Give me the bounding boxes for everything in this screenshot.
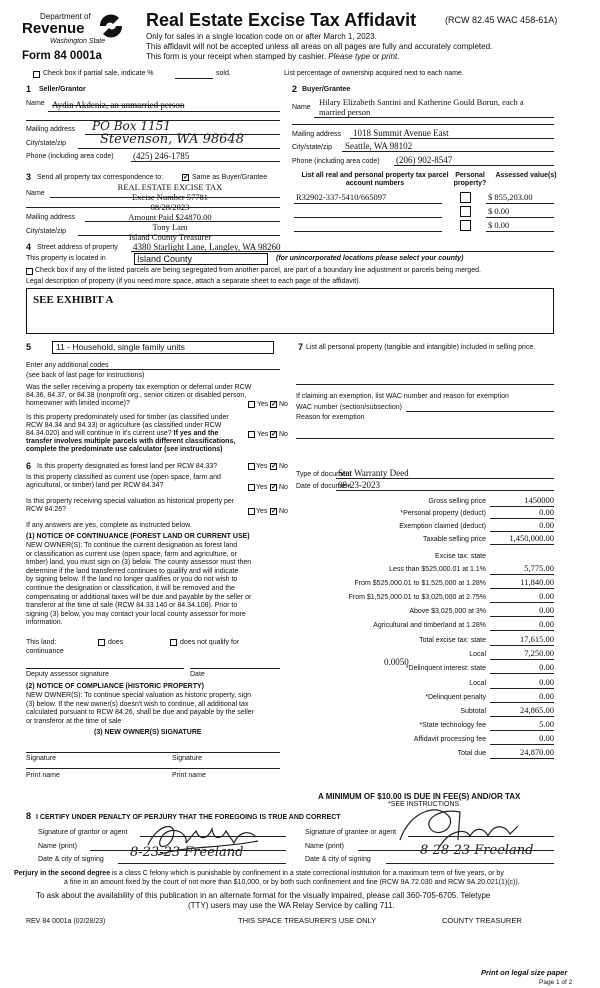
minimum-notice: A MINIMUM OF $10.00 IS DUE IN FEE(S) AND/OR TAX	[318, 792, 521, 801]
additional-codes-label: Enter any additional codes	[26, 362, 109, 369]
notice2-title: (2) NOTICE OF COMPLIANCE (HISTORIC PROPERTY)	[26, 683, 204, 690]
buyer-heading: Buyer/Grantee	[302, 86, 351, 93]
yes-label: Yes	[256, 484, 268, 491]
buyer-name-value-1[interactable]: Hilary Elizabeth Santini and Katherine Gould Borun, each a	[319, 97, 524, 107]
use-num: 5	[26, 342, 32, 352]
see-back-note: (see back of last page for instructions)	[26, 372, 145, 379]
print-name-label: Print name	[172, 772, 206, 779]
revision-label: REV 84 0001a (02/28/23)	[26, 918, 106, 925]
doc-date-value[interactable]: 08-23-2023	[338, 480, 380, 490]
segregated-checkbox[interactable]	[26, 268, 33, 275]
tax-row-label: *Delinquent interest: state	[405, 665, 486, 672]
dept-top: Department of	[40, 12, 91, 21]
tax-row-value[interactable]: 1,450,000.00	[509, 533, 554, 543]
current-use-no-checkbox[interactable]: ✓	[271, 484, 277, 491]
no-label: No	[279, 431, 288, 438]
county-select[interactable]: Island County	[134, 253, 268, 265]
page-number: Page 1 of 2	[539, 979, 573, 986]
no-label: No	[279, 484, 288, 491]
tax-row-value[interactable]: 5.00	[539, 719, 554, 729]
grantee-signature[interactable]	[380, 800, 530, 850]
land-use-code-select[interactable]: 11 - Household, single family units	[52, 341, 274, 354]
seller-name-value[interactable]: Aydin Akdeniz, an unmarried person	[52, 100, 185, 110]
tax-row-value[interactable]: 1450000	[524, 495, 554, 505]
tax-row-label: Less than $525,000.01 at 1.1%	[389, 566, 486, 573]
historic-yes-checkbox[interactable]	[248, 508, 255, 515]
personal-property-checkbox[interactable]	[460, 220, 471, 231]
forest-q3: Is this property receiving special valuation as historical property per RCW 84.26?	[26, 498, 235, 514]
tax-row-label: *State technology fee	[419, 722, 486, 729]
header-line-2: This affidavit will not be accepted unless all areas on all pages are fully and accurately completed.	[146, 42, 493, 51]
doc-type-label: Type of document	[296, 471, 352, 478]
grantor-date-value[interactable]: 8-23-23 Freeland	[130, 845, 244, 860]
wac-label: WAC number (section/subsection)	[296, 404, 402, 411]
yes-label: Yes	[256, 508, 268, 515]
correspondence-num: 3	[26, 172, 32, 182]
property-num: 4	[26, 242, 32, 252]
does-not-label: does not qualify for	[180, 639, 240, 646]
exemption-question: Was the seller receiving a property tax exemption or deferral under RCW 84.36, 84.37, or 84.38 (nonprofit org., senior citizen or disabled person, homeowner with limited income)?	[26, 384, 252, 408]
tax-row-value[interactable]: 0.00	[539, 591, 554, 601]
tax-row-value[interactable]: 17,615.00	[520, 634, 554, 644]
tax-row-label: Subtotal	[460, 708, 486, 715]
same-as-buyer-label: Same as Buyer/Grantee	[192, 174, 268, 181]
partial-sale-sold: sold.	[216, 70, 231, 77]
corr-mailing-label: Mailing address	[26, 214, 76, 221]
grantor-name-label: Name (print)	[38, 843, 77, 850]
this-land-label: This land:	[26, 639, 57, 646]
historic-no-checkbox[interactable]: ✓	[271, 508, 277, 515]
treasurer-use-label: THIS SPACE TREASURER'S USE ONLY	[238, 916, 377, 925]
deputy-signature-label: Deputy assessor signature	[26, 671, 109, 678]
legal-description-field[interactable]: SEE EXHIBIT A	[26, 288, 554, 334]
tax-row-value[interactable]: 0.00	[539, 733, 554, 743]
tax-row-value[interactable]: 0.00	[539, 662, 554, 672]
forest-no-checkbox[interactable]: ✓	[271, 463, 277, 470]
perjury-line-1: Perjury in the second degree is a class C felony which is punishable by confinement in a state correctional institution for a maximum term of five years, or by	[14, 870, 504, 877]
seller-phone-value[interactable]: (425) 246-1785	[133, 151, 190, 161]
personal-property-checkbox[interactable]	[460, 206, 471, 217]
tax-row-label: *Delinquent penalty	[425, 694, 486, 701]
local-rate: 0.0050	[384, 657, 409, 667]
continuance-label: continuance	[26, 648, 64, 655]
personal-property-text: List all personal property (tangible and intangible) included in selling price.	[306, 344, 536, 351]
tax-row-label: Local	[469, 680, 486, 687]
does-checkbox[interactable]	[98, 639, 105, 646]
corr-city-label: City/state/zip	[26, 228, 67, 235]
tax-row-label: From $1,525,000.01 to $3,025,000 at 2.75%	[348, 594, 486, 601]
grantee-signature-label: Signature of grantee or agent	[305, 829, 397, 836]
certify-num: 8	[26, 811, 32, 821]
accessibility-line-2: (TTY) users may use the WA Relay Service by calling 711.	[188, 901, 395, 910]
tax-row-label: From $525,000.01 to $1,525,000 at 1.28%	[354, 580, 486, 587]
treasurer-stamp: REAL ESTATE EXCISE TAX Excise Number 57781 08/28/2023 Amount Paid $24870.00 Tony Lam Island County Treasurer	[117, 182, 223, 242]
tax-row-label: Exemption claimed (deduct)	[399, 523, 486, 530]
tax-row-value[interactable]: 0.00	[539, 605, 554, 615]
tax-row-value[interactable]: 0.00	[539, 691, 554, 701]
county-treasurer-label: COUNTY TREASURER	[442, 916, 522, 925]
print-name-label: Print name	[26, 772, 60, 779]
legal-desc-label: Legal description of property (if you need more space, attach a separate sheet to each page of the affidavit).	[26, 278, 361, 285]
located-note: (for unincorporated locations please select your county)	[276, 255, 464, 262]
street-value[interactable]: 4380 Starlight Lane, Langley, WA 98260	[133, 242, 281, 252]
assessed-value-col-header: Assessed value(s)	[495, 172, 557, 179]
tax-row-value[interactable]: 11,840.00	[520, 577, 554, 587]
buyer-name-label: Name	[292, 104, 311, 111]
seller-name-label: Name	[26, 100, 45, 107]
tax-row-label: Total excise tax: state	[419, 637, 486, 644]
perjury-line-2: a fine in an amount fixed by the court of not more than $10,000, or by both such confinement and fine (RCW 9A.72.030 and RCW 9A.20.021(1)(c)).	[64, 879, 520, 886]
exemption-no-checkbox[interactable]: ✓	[271, 401, 277, 408]
forest-q2: Is this property classified as current use (open space, farm and agricultural, or timber) land per RCW 84.34?	[26, 474, 221, 490]
header-line-1: Only for sales in a single location code on or after March 1, 2023.	[146, 32, 377, 41]
tax-row-value[interactable]: 24,870.00	[520, 747, 554, 757]
yes-label: Yes	[257, 401, 269, 408]
no-label: No	[279, 508, 288, 515]
tax-row-value[interactable]: 0.00	[539, 507, 554, 517]
grantee-date-value[interactable]: 8-28-23 Freeland	[420, 843, 534, 858]
grantor-date-label: Date & city of signing	[38, 856, 104, 863]
accessibility-line-1: To ask about the availability of this publication in an alternate format for the visually impaired, please call 360-705-6705. Teletype	[36, 891, 491, 900]
tax-row-label: *Personal property (deduct)	[400, 510, 486, 517]
seller-phone-label: Phone (including area code)	[26, 153, 114, 160]
if-yes-note: If any answers are yes, complete as instructed below.	[26, 522, 192, 529]
tax-row-value[interactable]: 0.00	[539, 520, 554, 530]
personal-property-col-header: Personal property?	[453, 172, 487, 188]
does-not-checkbox[interactable]	[170, 639, 177, 646]
personal-property-checkbox[interactable]	[460, 192, 471, 203]
tax-row-label: Taxable selling price	[422, 536, 486, 543]
tax-row-value[interactable]: 0.00	[539, 677, 554, 687]
buyer-mailing-value[interactable]: 1018 Summit Avenue East	[353, 128, 449, 138]
partial-sale-checkbox[interactable]	[33, 71, 40, 78]
notice1-text: NEW OWNER(S): To continue the current designation as forest land or classification as current use (open space, farm and agriculture, or timber) land, you must sign on (3) below. The county assessor must then determine if the land transferred continues to qualify and will indicate by signing below. If the land no longer qualifies or you do not wish to continue the designation or classification, it will be removed and the compensating or additional taxes will be due and payable by the seller or transferor at the time of sale (RCW 84.33.140 or 84.34.108). Prior to signing (3) below, you may contact your local county assessor for more information.	[26, 542, 252, 627]
tax-row-label: Affidavit processing fee	[413, 736, 486, 743]
assessed-value[interactable]: $ 855,203.00	[488, 192, 533, 202]
notice1-title: (1) NOTICE OF CONTINUANCE (FOREST LAND OR CURRENT USE)	[26, 533, 250, 540]
ownership-pct-note: List percentage of ownership acquired next to each name.	[284, 70, 464, 77]
header-line-3: This form is your receipt when stamped by cashier. Please type or print.	[146, 52, 400, 61]
segregated-label: Check box if any of the listed parcels are being segregated from another parcel, are part of a boundary line adjustment or parcels being merged.	[35, 267, 481, 274]
dept-main: Revenue	[22, 20, 85, 37]
grantee-name-label: Name (print)	[305, 843, 344, 850]
no-label: No	[279, 463, 288, 470]
see-instructions: *SEE INSTRUCTIONS	[388, 801, 460, 808]
certify-heading: I CERTIFY UNDER PENALTY OF PERJURY THAT THE FOREGOING IS TRUE AND CORRECT	[36, 814, 341, 821]
forest-num: 6	[26, 461, 32, 471]
doc-date-label: Date of document	[296, 483, 352, 490]
buyer-name-value-2[interactable]: married person	[319, 107, 371, 117]
buyer-mailing-label: Mailing address	[292, 131, 342, 138]
dor-logo-icon	[97, 12, 125, 40]
forest-yes-checkbox[interactable]	[248, 463, 255, 470]
seller-heading-num: 1	[26, 84, 32, 94]
current-use-yes-checkbox[interactable]	[248, 484, 255, 491]
deputy-date-label: Date	[190, 671, 205, 678]
tax-row-value[interactable]: 0.00	[539, 619, 554, 629]
timber-no-checkbox[interactable]: ✓	[271, 431, 277, 438]
tax-row-label: Excise tax: state	[435, 553, 486, 560]
street-label: Street address of property	[37, 244, 118, 251]
buyer-city-label: City/state/zip	[292, 144, 333, 151]
tax-row-value[interactable]: 7,250.00	[524, 648, 554, 658]
reason-label: Reason for exemption	[296, 414, 365, 421]
tax-row-label: Agricultural and timberland at 1.28%	[373, 622, 486, 629]
grantor-signature[interactable]	[138, 815, 268, 860]
dept-state: Washington State	[50, 38, 106, 45]
parcel-col-header: List all real and personal property tax parcel account numbers	[301, 172, 449, 188]
seller-mailing-label: Mailing address	[26, 126, 76, 133]
located-label: This property is located in	[26, 255, 106, 262]
does-label: does	[108, 639, 124, 646]
tax-row-value[interactable]: 24,865.00	[520, 705, 554, 715]
corr-name-label: Name	[26, 190, 45, 197]
tax-row-label: Gross selling price	[428, 498, 486, 505]
signature-label: Signature	[26, 755, 56, 762]
grantor-signature-label: Signature of grantor or agent	[38, 829, 128, 836]
form-number: Form 84 0001a	[22, 50, 102, 62]
tax-row-label: Local	[469, 651, 486, 658]
exempt-label: If claiming an exemption, list WAC number and reason for exemption	[296, 393, 509, 400]
yes-label: Yes	[256, 463, 268, 470]
notice2-text: NEW OWNER(S): To continue special valuation as historic property, sign (3) below. If the new owner(s) doesn't wish to continue, all additional tax calculated pursuant to RCW 84.26, shall be due and payable by the seller or transferor at the time of sale	[26, 692, 255, 725]
tax-row-value[interactable]: 5,775.00	[524, 563, 554, 573]
partial-sale-label: Check box if partial sale, indicate %	[43, 70, 154, 77]
yes-label: Yes	[257, 431, 269, 438]
buyer-phone-value[interactable]: (206) 902-8547	[396, 155, 453, 165]
assessed-value[interactable]: $ 0.00	[488, 206, 510, 216]
grantee-date-label: Date & city of signing	[305, 856, 371, 863]
same-as-buyer-checkbox[interactable]: ✓	[183, 174, 189, 181]
parcel-number[interactable]: R32902-337-5410/665097	[296, 192, 387, 202]
new-owner-signature-heading: (3) NEW OWNER(S) SIGNATURE	[94, 729, 202, 736]
seller-mailing-value[interactable]: PO Box 1151	[92, 119, 171, 133]
correspondence-heading: Send all property tax correspondence to:	[37, 174, 164, 181]
assessed-value[interactable]: $ 0.00	[488, 220, 510, 230]
timber-yes-checkbox[interactable]	[248, 431, 255, 438]
forest-q1: Is this property designated as forest land per RCW 84.33?	[37, 463, 218, 470]
buyer-phone-label: Phone (including area code)	[292, 158, 380, 165]
form-title-ref: (RCW 82.45 WAC 458-61A)	[445, 15, 558, 25]
buyer-heading-num: 2	[292, 84, 298, 94]
tax-row-label: Total due	[457, 750, 486, 757]
seller-city-value[interactable]: Stevenson, WA 98648	[100, 132, 244, 147]
buyer-city-value[interactable]: Seattle, WA 98102	[345, 141, 413, 151]
seller-city-label: City/state/zip	[26, 140, 67, 147]
doc-type-value[interactable]: Stat Warranty Deed	[338, 468, 409, 478]
form-title: Real Estate Excise Tax Affidavit	[146, 10, 417, 30]
timber-question: Is this property predominately used for timber (as classified under RCW 84.34 and 84.33) or agriculture (as classified under RCW 84.34.020) and will continue in it's current use? If yes and the transfer involves multiple parcels with different classifications, complete the predominate use calculator (see instructions)	[26, 414, 236, 453]
no-label: No	[279, 401, 288, 408]
tax-row-label: Above $3,025,000 at 3%	[409, 608, 486, 615]
legal-size-note: Print on legal size paper	[481, 968, 568, 977]
signature-label: Signature	[172, 755, 202, 762]
exemption-yes-checkbox[interactable]	[248, 401, 255, 408]
pp-num: 7	[298, 342, 304, 352]
seller-heading: Seller/Grantor	[39, 86, 86, 93]
